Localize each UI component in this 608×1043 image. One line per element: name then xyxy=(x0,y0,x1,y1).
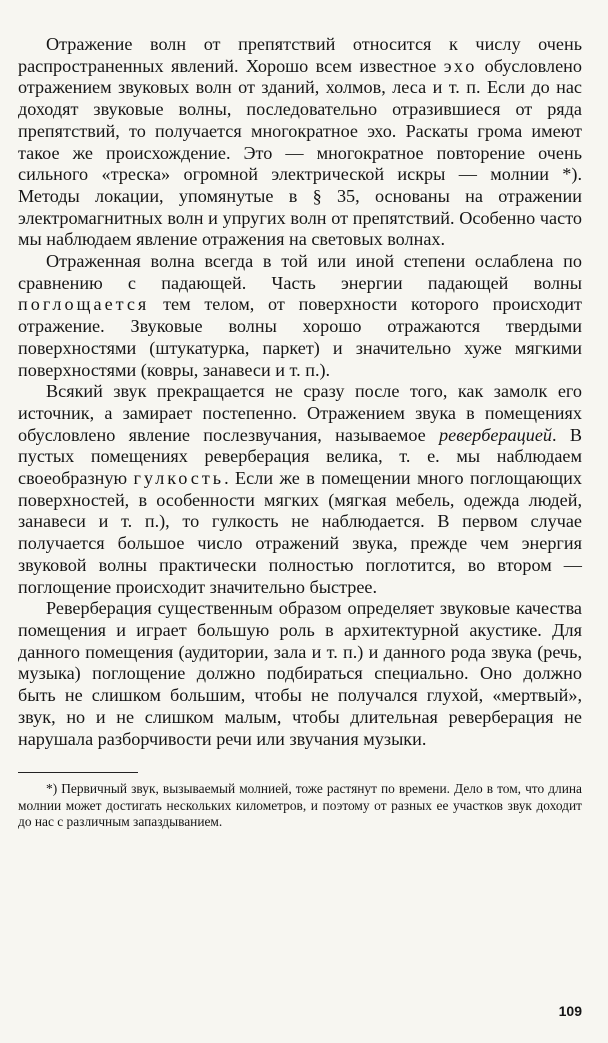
paragraph-text: . В пустых помещениях реверберация велика, т. е. мы наблюдаем своеобразную xyxy=(18,424,582,489)
paragraph-text: Реверберация существенным образом определяет звуковые качества помещения и играет большую роль в архитектурной акустике. Для данного помещения (аудитории, зала и т. п.) и данного рода звука (речь, музыка) поглощение должно подбираться специально. Оно должно быть не слишком большим, чтобы не получался глухой, «мертвый», звук, но и не слишком малым, чтобы длительная реверберация не нарушала разборчивости речи или звучания музыки. xyxy=(18,598,582,749)
footnote-divider xyxy=(18,772,138,773)
page-number: 109 xyxy=(558,1003,582,1019)
paragraph-text: Отраженная волна всегда в той или иной степени ослаблена по сравнению с падающей. Часть энергии падающей волны xyxy=(18,251,582,293)
paragraph-reverberation xyxy=(18,381,582,598)
paragraph-echo xyxy=(18,34,582,251)
italic-term-reverberation: реверберацией xyxy=(439,424,553,445)
spaced-term-echo: эхо xyxy=(443,55,478,76)
paragraph-text: тем телом, от поверхности которого происходит отражение. Звуковые волны хорошо отражаются твердыми поверхностями (штукатурка, паркет) и значительно хуже мягкими поверхностями (ковры, занавеси и т. п.). xyxy=(18,294,582,380)
paragraph-text: обусловлено отражением звуковых волн от зданий, холмов, леса и т. п. Если до нас доходят звуковые волны, последовательно отразившиеся от ряда препятствий, то получается многократное эхо. Раскаты грома имеют такое же происхождение. Это — многократное повторение очень сильного «треска» огромной электрической искры — молнии *). Методы локации, упомянутые в § 35, основаны на отражении электромагнитных волн и упругих волн от препятствий. Особенно часто мы наблюдаем явление отражения на световых волнах. xyxy=(18,55,582,250)
spaced-term-absorbed: поглощается xyxy=(18,294,150,315)
paragraph-text: Отражение волн от препятствий относится к числу очень распространенных явлений. Хорошо всем известное xyxy=(18,34,582,76)
paragraph-text: . Если же в помещении много поглощающих поверхностей, в особенности мягких (мягкая мебель, одежда людей, занавеси и т. п.), то гулкость не наблюдается. В первом случае получается большое число отражений звука, прежде чем энергия звуковой волны практически полностью поглотится, во втором — поглощение происходит значительно быстрее. xyxy=(18,468,582,597)
footnote: *) Первичный звук, вызываемый молнией, тоже растянут по времени. Дело в том, что длина молнии может достигать нескольких километров, и поэтому от разных ее участков звук доходит до нас с различным запаздыванием. xyxy=(18,781,582,830)
paragraph-acoustics xyxy=(18,598,582,750)
paragraph-text: Всякий звук прекращается не сразу после того, как замолк его источник, а замирает постепенно. Отражением звука в помещениях обусловлено явление послезвучания, называемое xyxy=(18,381,582,445)
spaced-term-resonance: гулкость xyxy=(133,468,225,489)
paragraph-absorption xyxy=(18,251,582,381)
